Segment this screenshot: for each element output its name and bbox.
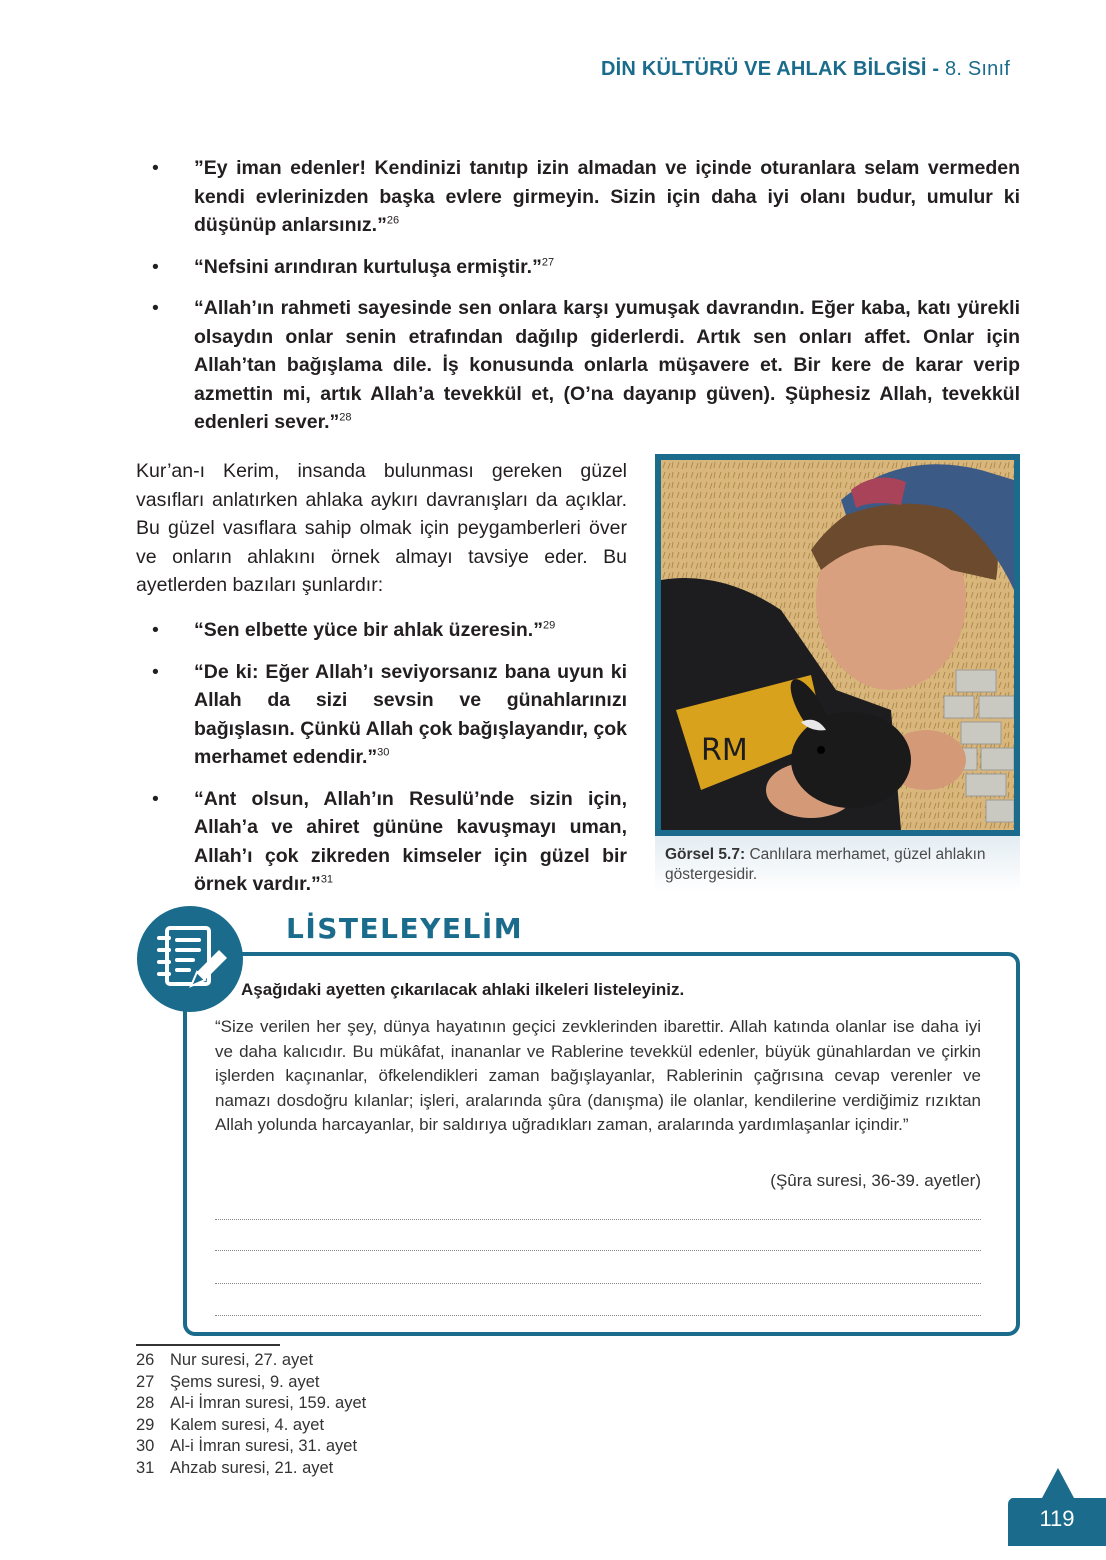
footnote-divider bbox=[136, 1344, 280, 1346]
verse-item: • “De ki: Eğer Allah’ı seviyorsanız bana uyun ki Allah da sizi sevsin ve günahlarınızı bağışlasın. Çünkü Allah çok bağışlayandır, çok merhamet edendir.”$^{30}$ bbox=[152, 660, 627, 768]
page-header bbox=[601, 58, 1010, 81]
figure-photo-frame bbox=[655, 454, 1020, 836]
verse-item: • “Nefsini arındıran kurtuluşa ermiştir.”$^{27}$ bbox=[152, 255, 555, 278]
quote-source: (Şûra suresi, 36-39. ayetler) bbox=[770, 1171, 981, 1190]
svg-text:RM: RM bbox=[701, 733, 748, 768]
verse-text: “Sen elbette yüce bir ahlak üzeresin.” bbox=[194, 619, 543, 641]
notepad-pencil-icon bbox=[137, 906, 243, 1012]
footnote-ref: 29 bbox=[542, 619, 556, 632]
verse-text: “Nefsini arındıran kurtuluşa ermiştir.” bbox=[194, 255, 542, 278]
footnote: 30 Al-i İmran suresi, 31. ayet bbox=[136, 1437, 358, 1455]
verse-text: ”Ey iman edenler! Kendinizi tanıtıp izin almadan ve içinde oturanlara selam vermeden kendi evlerinizden başka evlere girmeyin. Sizin için daha iyi olanı budur, umulur ki düşünüp anlarsınız.” bbox=[194, 157, 1020, 236]
answer-line[interactable] bbox=[215, 1219, 981, 1220]
figure-caption-text: Canlılara merhamet, güzel ahlakın göstergesidir. bbox=[665, 846, 986, 883]
answer-line[interactable] bbox=[215, 1250, 981, 1251]
figure-label: Görsel 5.7: bbox=[665, 846, 746, 863]
top-verse-list bbox=[148, 154, 1020, 450]
activity-title: LİSTELEYELİM bbox=[286, 912, 524, 945]
footnote-ref: 31 bbox=[320, 873, 334, 886]
grade-label: 8. Sınıf bbox=[945, 58, 1010, 80]
book-title: DİN KÜLTÜRÜ VE AHLAK BİLGİSİ - bbox=[601, 58, 940, 80]
intro-paragraph: Kur’an-ı Kerim, insanda bulunması gereken güzel vasıfları anlatırken ahlaka aykırı davranışları da açıklar. Bu güzel vasıflara sahip olmak için peygamberleri över ve onların ahlakını örnek almayı tavsiye eder. Bu ayetlerden bazıları şunlardır: bbox=[136, 460, 627, 596]
answer-line[interactable] bbox=[215, 1315, 981, 1316]
footnote: 28 Al-i İmran suresi, 159. ayet bbox=[136, 1394, 367, 1412]
footnote-ref: 27 bbox=[541, 256, 555, 268]
footnote: 29 Kalem suresi, 4. ayet bbox=[136, 1415, 325, 1434]
activity-icon-circle bbox=[137, 906, 243, 1012]
activity-instruction: Aşağıdaki ayetten çıkarılacak ahlaki ilkeleri listeleyiniz. bbox=[241, 980, 685, 999]
verse-text: “De ki: Eğer Allah’ı seviyorsanız bana uyun ki Allah da sizi sevsin ve günahlarınızı bağışlasın. Çünkü Allah çok bağışlayandır, çok merhamet edendir.” bbox=[194, 660, 627, 768]
boy-with-rabbit-photo bbox=[661, 460, 1014, 830]
footnote: 26 Nur suresi, 27. ayet bbox=[136, 1351, 314, 1369]
verse-text: “Allah’ın rahmeti sayesinde sen onlara karşı yumuşak davrandın. Eğer kaba, katı yürekli olsaydın onlar senin etrafından dağılıp giderlerdi. Artık sen onları affet. Onlar için Allah’tan bağışlama dile. İş konusunda onlarla müşavere et. Bir kere de karar verip azmettin mi, artık Allah’a tevekkül et, (O’na dayanıp güven). Şüphesiz Allah, tevekkül edenleri sever.” bbox=[194, 297, 1020, 433]
verse-item: • “Sen elbette yüce bir ahlak üzeresin.”$^{29}$ bbox=[152, 619, 556, 641]
verse-item: • ”Ey iman edenler! Kendinizi tanıtıp izin almadan ve içinde oturanlara selam vermeden kendi evlerinizden başka evlere girmeyin. Sizin için daha iyi olanı budur, umulur ki düşünüp anlarsınız.”$^{26}$ bbox=[152, 157, 1020, 236]
footnote: 27 Şems suresi, 9. ayet bbox=[136, 1372, 320, 1391]
footnote-ref: 26 bbox=[386, 214, 400, 227]
footnotes bbox=[136, 1350, 366, 1479]
verse-item: • “Allah’ın rahmeti sayesinde sen onlara karşı yumuşak davrandın. Eğer kaba, katı yürekli olsaydın onlar senin etrafından dağılıp giderlerdi. Artık sen onları affet. Onlar için Allah’tan bağışlama dile. İş konusunda onlarla müşavere et. Bir kere de karar verip azmettin mi, artık Allah’a tevekkül et, (O’na dayanıp güven). Şüphesiz Allah, tevekkül edenleri sever.”$^{28}$ bbox=[152, 297, 1020, 433]
activity-box bbox=[183, 952, 1020, 1336]
verse-text: “Ant olsun, Allah’ın Resulü’nde sizin için, Allah’a ve ahiret gününe kavuşmayı uman, Allah’ı çok zikreden kimseler için güzel bir örnek vardır.” bbox=[194, 787, 627, 895]
footnote: 31 Ahzab suresi, 21. ayet bbox=[136, 1458, 334, 1477]
answer-line[interactable] bbox=[215, 1283, 981, 1284]
footnote-ref: 28 bbox=[339, 411, 352, 424]
verse-item: • “Ant olsun, Allah’ın Resulü’nde sizin için, Allah’a ve ahiret gününe kavuşmayı uman, Allah’ı çok zikreden kimseler için güzel bir örnek vardır.”$^{31}$ bbox=[152, 787, 627, 895]
figure-caption bbox=[655, 836, 1020, 892]
lower-verse-list bbox=[148, 616, 627, 912]
footnote-ref: 30 bbox=[377, 746, 390, 759]
activity-quote: “Size verilen her şey, dünya hayatının geçici zevklerinden ibarettir. Allah katında olanlar ise daha iyi ve daha kalıcıdır. Bu mükâfat, inananlar ve Rablerine tevekkül edenler, büyük günahlardan ve çirkin işlerden kaçınanlar, öfkelendikleri zaman bağışlayanlar, Rablerinin çağrısına cevap verenler ve namazı dosdoğru kılanlar; işleri, aralarında şûra (danışma) ile olanlar, kendilerine verdiğimiz rızıktan Allah yolunda harcayanlar, bir saldırıya uğradıkları zaman, aralarında yardımlaşanlar içindir.” bbox=[215, 1017, 981, 1135]
page-number: 119 bbox=[1039, 1506, 1075, 1531]
